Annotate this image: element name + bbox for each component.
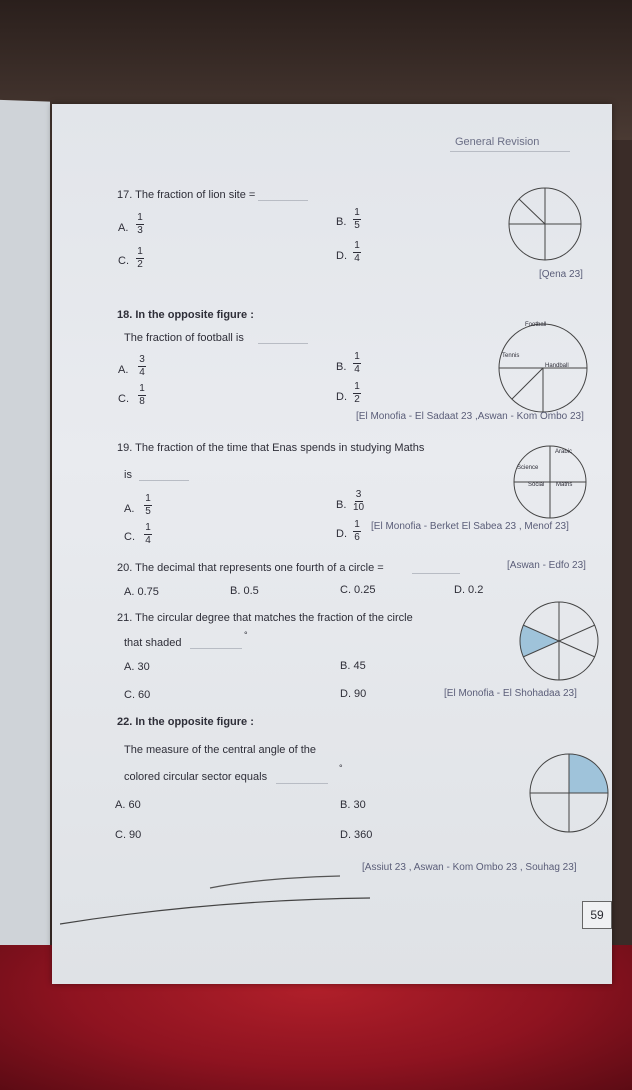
header-underline bbox=[450, 151, 570, 152]
q17-reference: [Qena 23] bbox=[539, 269, 583, 280]
q21-option-a: A. 30 bbox=[124, 661, 150, 673]
q18-option-c-label: C. bbox=[118, 393, 129, 405]
q18-option-a-fraction: 3 4 bbox=[139, 354, 145, 378]
q18-question: 18. In the opposite figure : bbox=[117, 309, 254, 321]
q19-fig-social: Social bbox=[528, 482, 545, 488]
q18-reference: [El Monofia - El Sadaat 23 ,Aswan - Kom Ombo 23] bbox=[356, 411, 584, 422]
q18-blank bbox=[258, 343, 308, 344]
q17-option-c-label: C. bbox=[118, 255, 129, 267]
q17-option-d-label: D. bbox=[336, 250, 347, 262]
q22-option-d: D. 360 bbox=[340, 829, 373, 841]
q18-fig-football: Football bbox=[525, 322, 547, 328]
q19-option-b-label: B. bbox=[336, 499, 347, 511]
q20-option-b: B. 0.5 bbox=[230, 585, 259, 597]
q19-pie-figure bbox=[510, 442, 590, 522]
q17-blank bbox=[258, 200, 308, 201]
q20-reference: [Aswan - Edfo 23] bbox=[507, 560, 586, 571]
q17-option-b-label: B. bbox=[336, 216, 347, 228]
q22-option-b: B. 30 bbox=[340, 799, 366, 811]
q18-option-d-label: D. bbox=[336, 391, 347, 403]
q18-option-b-label: B. bbox=[336, 361, 347, 373]
q18-fig-handball: Handball bbox=[545, 363, 569, 369]
q21-option-b: B. 45 bbox=[340, 660, 366, 672]
left-page-edge bbox=[0, 98, 50, 981]
q22-degree-sign: ° bbox=[339, 763, 343, 773]
q17-option-b-fraction: 1 5 bbox=[354, 207, 360, 231]
pen-stroke-decoration bbox=[60, 870, 380, 930]
q17-pie-figure bbox=[505, 184, 585, 264]
q22-option-a: A. 60 bbox=[115, 799, 141, 811]
page-number: 59 bbox=[582, 901, 612, 929]
q22-blank bbox=[276, 783, 328, 784]
q17-option-a-fraction: 1 3 bbox=[137, 212, 143, 236]
q19-option-c-fraction: 1 4 bbox=[145, 522, 151, 546]
q17-question: 17. The fraction of lion site = bbox=[117, 189, 256, 201]
q20-option-d: D. 0.2 bbox=[454, 584, 484, 596]
q21-shaded-sector bbox=[520, 625, 559, 657]
q17-option-a-label: A. bbox=[118, 222, 129, 234]
q22-shaded-sector bbox=[569, 754, 608, 793]
q19-option-a-fraction: 1 5 bbox=[145, 493, 151, 517]
q19-fig-science: Science bbox=[517, 465, 539, 471]
q18-option-b-fraction: 1 4 bbox=[354, 351, 360, 375]
q21-degree-sign: ° bbox=[244, 630, 248, 640]
q21-line: that shaded bbox=[124, 637, 182, 649]
q20-blank bbox=[412, 573, 460, 574]
q18-pie-figure bbox=[495, 320, 591, 416]
q19-option-b-fraction: 3 10 bbox=[353, 489, 365, 513]
q19-line: is bbox=[124, 469, 132, 481]
q18-option-c-fraction: 1 8 bbox=[139, 383, 145, 407]
q19-reference: [El Monofia - Berket El Sabea 23 , Menof 23] bbox=[371, 521, 569, 532]
q19-option-d-label: D. bbox=[336, 528, 347, 540]
q18-option-a-label: A. bbox=[118, 364, 129, 376]
q21-blank bbox=[190, 648, 242, 649]
q19-fig-maths: Maths bbox=[556, 482, 573, 488]
q22-line2: colored circular sector equals bbox=[124, 771, 268, 783]
page-header: General Revision bbox=[455, 136, 540, 148]
q18-option-d-fraction: 1 2 bbox=[354, 381, 360, 405]
q19-option-c-label: C. bbox=[124, 531, 135, 543]
q17-option-c-fraction: 1 2 bbox=[137, 246, 143, 270]
q21-pie-figure bbox=[518, 600, 600, 682]
q22-question: 22. In the opposite figure : bbox=[117, 716, 254, 728]
q22-line1: The measure of the central angle of the bbox=[124, 744, 317, 756]
q18-line: The fraction of football is bbox=[124, 332, 244, 344]
q20-option-a: A. 0.75 bbox=[124, 586, 159, 598]
q21-question: 21. The circular degree that matches the fraction of the circle bbox=[117, 612, 413, 624]
q19-fig-arabic: Arabic bbox=[555, 449, 573, 455]
q19-blank bbox=[139, 480, 189, 481]
q19-question: 19. The fraction of the time that Enas spends in studying Maths bbox=[117, 442, 425, 454]
q19-option-d-fraction: 1 6 bbox=[354, 519, 360, 543]
q19-option-a-label: A. bbox=[124, 503, 135, 515]
q21-reference: [El Monofia - El Shohadaa 23] bbox=[444, 688, 577, 699]
q20-option-c: C. 0.25 bbox=[340, 584, 376, 596]
q21-option-c: C. 60 bbox=[124, 689, 151, 701]
q22-option-c: C. 90 bbox=[115, 829, 142, 841]
q21-option-d: D. 90 bbox=[340, 688, 367, 700]
q22-reference: [Assiut 23 , Aswan - Kom Ombo 23 , Souhag 23] bbox=[362, 862, 577, 873]
q20-question: 20. The decimal that represents one fourth of a circle = bbox=[117, 562, 384, 574]
q17-option-d-fraction: 1 4 bbox=[354, 240, 360, 264]
q22-pie-figure bbox=[528, 752, 610, 834]
q18-fig-tennis: Tennis bbox=[502, 353, 520, 359]
